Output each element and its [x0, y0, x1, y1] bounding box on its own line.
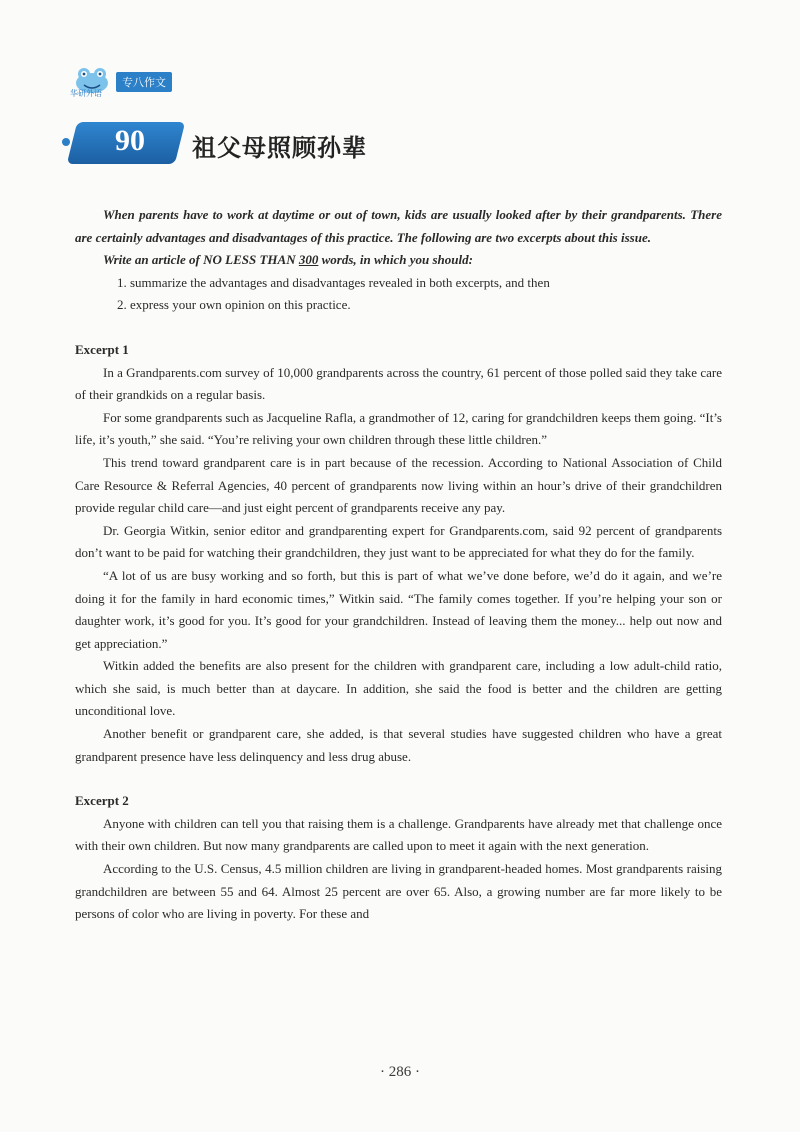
content — [75, 204, 722, 926]
title-bar — [62, 118, 367, 170]
paragraph: Dr. Georgia Witkin, senior editor and grandparenting expert for Grandparents.com, said 92 percent of grandparents don’t want to be paid for watching their grandchildren, they just want to be appreciated for what they do for the family. — [75, 522, 722, 561]
title-dot — [62, 138, 70, 146]
excerpt-2-heading: Excerpt 2 — [75, 793, 129, 809]
paragraph: In a Grandparents.com survey of 10,000 grandparents across the country, 61 percent of those polled said they take care of their grandkids on a regular basis. — [75, 364, 722, 403]
prompt-intro: When parents have to work at daytime or out of town, kids are usually looked after by their grandparents. There are certainly advantages and disadvantages of this practice. The following are two excerpts about this issue. — [75, 207, 722, 245]
paragraph: This trend toward grandparent care is in part because of the recession. According to National Association of Child Care Resource & Referral Agencies, 40 percent of grandparents now living within an hour’s drive of their grandchildren provide regular child care—and just eight percent of grandparents receive any pay. — [75, 454, 722, 516]
page-title: 祖父母照顾孙辈 — [192, 134, 367, 162]
instruction-text: Write an article of NO LESS THAN — [103, 252, 299, 268]
topic-number: 90 — [115, 124, 145, 157]
word-count: 300 — [298, 252, 319, 268]
section-tag: 专八作文 — [116, 72, 172, 92]
prompt-instruction — [103, 249, 722, 272]
requirement-item: 1. summarize the advantages and disadvantages revealed in both excerpts, and then — [117, 274, 550, 290]
paragraph: “A lot of us are busy working and so forth, but this is part of what we’ve done before, we’d do it again, and we’re doing it for the family in hard economic times,” Witkin said. “The family comes together. If you’re helping your son or daughter work, it’s good for you. It’s good for your grandchildren. Instead of leaving them the money... help out now and get appreciation.” — [75, 567, 722, 651]
paragraph: According to the U.S. Census, 4.5 million children are living in grandparent-headed homes. Most grandparents raising grandchildren are between 55 and 64. Almost 25 percent are over 65. Also, a growing number are far more likely to be persons of color who are living in poverty. For these and — [75, 861, 722, 922]
requirement-item: 2. express your own opinion on this practice. — [117, 297, 351, 313]
paragraph: Witkin added the benefits are also present for the children with grandparent care, including a low adult-child ratio, which she said, is much better than at daycare. In addition, she said the food is better and the children are getting unconditional love. — [75, 658, 722, 719]
paragraph: Another benefit or grandparent care, she added, is that several studies have suggested children who have a great grandparent presence have less delinquency and less drug abuse. — [75, 726, 722, 764]
paragraph: For some grandparents such as Jacqueline Rafla, a grandmother of 12, caring for grandchildren keeps them going. “It’s life, it’s youth,” she said. “You’re reliving your own children through these little children.” — [75, 409, 722, 448]
page-number: · 286 · — [380, 1064, 420, 1080]
logo-text: 华研外语 — [70, 89, 102, 98]
excerpt-1-heading: Excerpt 1 — [75, 341, 129, 357]
paragraph: Anyone with children can tell you that raising them is a challenge. Grandparents have already met that challenge once with their own children. But now many grandparents are called upon to meet it again with the next generation. — [75, 815, 722, 854]
instruction-text-end: words, in which you should: — [318, 252, 473, 268]
